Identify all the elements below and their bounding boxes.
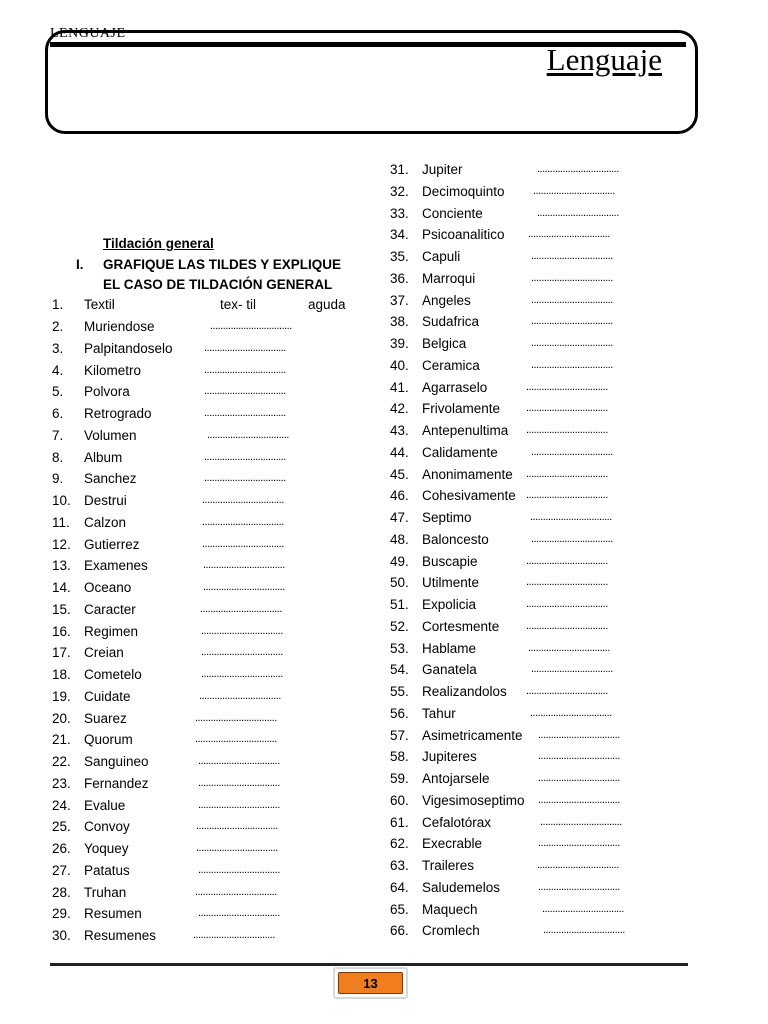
answer-blank: ................................ [204,407,286,419]
list-item [390,728,690,749]
item-word: Oceano [84,580,132,595]
list-item [390,162,690,183]
item-word: Saludemelos [422,879,501,895]
list-item [390,597,690,618]
item-number: 26. [52,841,71,856]
item-word: Antojarsele [422,771,490,786]
list-item [390,401,690,422]
answer-blank: ................................ [531,358,613,371]
item-number: 45. [390,466,409,482]
item-word: Cefalotórax [422,814,492,830]
item-word: Patatus [84,862,130,878]
item-word: Creian [84,645,124,661]
list-item [390,336,690,357]
item-word: Convoy [84,819,130,835]
item-word: Fernandez [84,775,149,791]
answer-blank: ................................ [528,641,610,654]
answer-blank: ................................ [204,472,286,485]
item-word: Tahur [422,705,456,721]
item-word: Muriendose [84,319,155,334]
list-item [390,206,690,227]
list-item [390,771,690,792]
item-number: 53. [390,640,409,656]
list-item [390,271,690,292]
item-number: 38. [390,314,409,330]
list-item [390,902,690,923]
item-word: Decimoquinto [422,183,505,199]
item-word: Realizandolos [422,684,507,699]
item-word: Belgica [422,336,467,351]
section-title: Tildación general [103,236,214,251]
item-word: Truhan [84,884,127,900]
answer-blank: ................................ [531,315,613,328]
list-item [52,645,352,666]
list-item [390,532,690,553]
item-word: Sanchez [84,471,137,487]
item-number: 16. [52,623,71,639]
answer-blank: ................................ [526,489,608,502]
item-number: 37. [390,292,409,308]
item-number: 20. [52,710,71,726]
list-item [52,319,352,340]
list-item [52,798,352,819]
item-word: Caracter [84,601,136,617]
item-number: 10. [52,493,71,508]
answer-blank: ................................ [537,206,619,219]
answer-blank: ................................ [201,646,283,659]
list-item [52,450,352,471]
answer-blank: ................................ [530,706,612,719]
list-item [390,575,690,596]
item-word: Cromlech [422,923,480,939]
answer-blank: ................................ [538,750,620,763]
item-word: Textil [84,297,115,312]
example-row [52,297,352,318]
item-number: 36. [390,270,409,286]
item-number: 43. [390,423,409,438]
item-number: 14. [52,580,71,595]
list-item [52,580,352,601]
answer-blank: ................................ [526,424,608,436]
list-item [52,841,352,862]
item-word: Cometelo [84,667,142,682]
item-number: 28. [52,884,71,900]
list-item [390,358,690,379]
list-item [390,749,690,770]
list-item [390,380,690,401]
answer-blank: ................................ [204,341,286,354]
list-item [52,906,352,927]
item-word: Resumenes [84,928,157,943]
item-number: 49. [390,553,409,569]
item-number: 27. [52,862,71,878]
list-item [52,537,352,558]
item-number: 33. [390,205,409,221]
answer-blank: ................................ [526,619,608,632]
item-word: Sanguineo [84,754,149,769]
item-number: 8. [52,449,64,465]
list-item [390,554,690,575]
item-word: Maquech [422,901,478,917]
item-number: 12. [52,536,71,552]
item-number: 58. [390,749,409,765]
item-number: 30. [52,928,71,943]
list-item [52,363,352,384]
item-word: Marroqui [422,270,476,286]
answer-blank: ................................ [531,271,613,284]
item-number: 1. [52,297,64,312]
item-word: Calidamente [422,444,498,460]
header-big-title: Lenguaje [546,42,662,77]
item-number: 41. [390,379,409,395]
item-word: Utilmente [422,575,480,591]
item-number: 21. [52,732,71,748]
item-number: 57. [390,727,409,743]
answer-blank: ................................ [204,450,286,463]
item-number: 25. [52,819,71,835]
item-number: 39. [390,336,409,351]
item-number: 50. [390,575,409,591]
answer-blank: ................................ [200,602,282,615]
item-number: 44. [390,444,409,460]
list-item [52,863,352,884]
list-item [52,341,352,362]
answer-blank: ................................ [198,863,280,876]
answer-blank: ................................ [526,402,608,415]
item-number: 51. [390,597,409,612]
item-number: 6. [52,406,64,421]
answer-blank: ................................ [526,554,608,567]
list-item [52,819,352,840]
item-number: 35. [390,249,409,264]
answer-blank: ................................ [526,467,608,480]
item-number: 31. [390,162,409,177]
item-word: Antepenultima [422,423,509,438]
item-number: 56. [390,705,409,721]
item-word: Anonimamente [422,466,513,482]
item-number: 18. [52,667,71,682]
list-item [390,467,690,488]
answer-blank: ................................ [204,385,286,398]
list-item [52,558,352,579]
item-word: Ganatela [422,662,477,678]
item-number: 7. [52,427,64,443]
instruction-number: I. [76,257,84,272]
answer-blank: ................................ [201,668,283,680]
list-item [390,510,690,531]
answer-blank: ................................ [202,494,284,506]
item-number: 47. [390,510,409,525]
item-word: Agarraselo [422,379,488,395]
item-number: 66. [390,923,409,939]
list-item [52,428,352,449]
item-number: 3. [52,340,64,356]
item-word: Cuidate [84,688,131,704]
answer-blank: ................................ [526,380,608,393]
item-word: Sudafrica [422,314,480,330]
item-word: Capuli [422,249,461,264]
item-number: 29. [52,906,71,922]
item-word: Calzon [84,514,127,530]
item-number: 46. [390,488,409,504]
item-number: 17. [52,645,71,661]
item-word: Palpitandoselo [84,340,173,356]
item-word: Execrable [422,836,483,852]
answer-blank: ................................ [542,902,624,915]
item-number: 64. [390,879,409,895]
item-number: 34. [390,227,409,243]
item-word: Kilometro [84,362,142,378]
item-word: Ceramica [422,357,480,373]
answer-blank: ................................ [193,929,275,941]
answer-blank: ................................ [195,885,277,898]
answer-blank: ................................ [207,428,289,441]
page-number-badge [333,967,408,999]
item-word: Regimen [84,623,139,639]
list-item [390,249,690,270]
answer-blank: ................................ [526,598,608,610]
answer-blank: ................................ [537,163,619,175]
item-word: Buscapie [422,553,478,569]
answer-blank: ................................ [201,624,283,637]
item-number: 22. [52,754,71,769]
list-item [52,885,352,906]
item-word: Baloncesto [422,531,489,547]
answer-blank: ................................ [531,293,613,306]
item-word: Quorum [84,732,133,748]
answer-blank: ................................ [199,689,281,702]
item-number: 24. [52,797,71,813]
answer-blank: ................................ [195,733,277,746]
item-word: Cohesivamente [422,488,516,504]
example-split: tex- til [220,297,257,312]
list-item [390,923,690,944]
answer-blank: ................................ [538,728,620,741]
answer-blank: ................................ [203,581,285,593]
item-word: Jupiter [422,162,463,177]
answer-blank: ................................ [531,663,613,676]
answer-blank: ................................ [531,337,613,349]
list-item [390,293,690,314]
item-word: Yoquey [84,841,129,856]
item-number: 11. [52,514,70,530]
item-number: 54. [390,662,409,678]
item-word: Hablame [422,640,477,656]
list-item [52,515,352,536]
list-item [390,880,690,901]
item-word: Angeles [422,292,471,308]
item-word: Expolicia [422,597,477,612]
item-word: Suarez [84,710,127,726]
item-number: 5. [52,384,64,400]
item-word: Vigesimoseptimo [422,792,525,808]
item-word: Psicoanalitico [422,227,505,243]
list-item [390,641,690,662]
item-word: Traileres [422,858,475,873]
answer-blank: ................................ [537,859,619,871]
list-item [52,602,352,623]
example-type: aguda [308,297,346,312]
item-word: Cortesmente [422,618,500,634]
instruction-line-1: GRAFIQUE LAS TILDES Y EXPLIQUE [103,257,342,272]
item-number: 13. [52,558,71,574]
list-item [52,493,352,514]
answer-blank: ................................ [198,755,280,767]
list-item [52,667,352,688]
item-number: 9. [52,471,64,487]
answer-blank: ................................ [198,776,280,789]
list-item [390,858,690,879]
item-number: 15. [52,601,71,617]
answer-blank: ................................ [530,511,612,523]
item-number: 60. [390,792,409,808]
item-word: Destrui [84,493,127,508]
item-number: 62. [390,836,409,852]
item-number: 19. [52,688,71,704]
answer-blank: ................................ [198,907,280,920]
item-number: 32. [390,183,409,199]
list-item [52,624,352,645]
answer-blank: ................................ [533,184,615,197]
answer-blank: ................................ [196,820,278,833]
list-item [52,776,352,797]
answer-blank: ................................ [540,815,622,828]
answer-blank: ................................ [538,793,620,806]
item-number: 59. [390,771,409,786]
answer-blank: ................................ [526,576,608,589]
answer-blank: ................................ [196,842,278,854]
list-item [52,928,352,949]
list-item [52,711,352,732]
answer-blank: ................................ [531,250,613,262]
item-number: 65. [390,901,409,917]
item-word: Frivolamente [422,401,501,417]
item-word: Conciente [422,205,483,221]
answer-blank: ................................ [538,837,620,850]
item-word: Septimo [422,510,472,525]
answer-blank: ................................ [195,711,277,724]
answer-blank: ................................ [538,772,620,784]
list-item [390,815,690,836]
list-item [52,384,352,405]
item-number: 48. [390,531,409,547]
list-item [390,662,690,683]
item-word: Album [84,449,123,465]
item-number: 40. [390,357,409,373]
item-number: 52. [390,618,409,634]
list-item [390,488,690,509]
list-item [52,406,352,427]
list-item [390,684,690,705]
list-item [390,184,690,205]
list-item [52,754,352,775]
item-number: 23. [52,775,71,791]
list-item [390,423,690,444]
item-word: Gutierrez [84,536,140,552]
list-item [390,793,690,814]
instruction-line-2: EL CASO DE TILDACIÓN GENERAL [103,277,333,292]
footer-rule [50,963,688,966]
list-item [390,445,690,466]
list-item [390,227,690,248]
item-word: Examenes [84,558,148,574]
list-item [52,471,352,492]
list-item [390,619,690,640]
list-item [390,836,690,857]
answer-blank: ................................ [538,880,620,893]
item-word: Retrogrado [84,406,152,421]
item-number: 61. [390,814,409,830]
list-item [52,689,352,710]
header-small-title: LENGUAJE [50,26,126,41]
item-number: 4. [52,362,64,378]
answer-blank: ................................ [528,228,610,241]
item-number: 63. [390,858,409,873]
list-item [52,732,352,753]
item-number: 2. [52,319,64,334]
answer-blank: ................................ [543,924,625,937]
answer-blank: ................................ [204,363,286,376]
list-item [390,706,690,727]
item-word: Evalue [84,797,126,813]
answer-blank: ................................ [198,798,280,811]
answer-blank: ................................ [210,320,292,332]
answer-blank: ................................ [531,532,613,545]
page-number: 13 [338,972,403,994]
answer-blank: ................................ [203,559,285,572]
item-number: 55. [390,684,409,699]
answer-blank: ................................ [202,537,284,550]
answer-blank: ................................ [202,515,284,528]
item-word: Resumen [84,906,142,922]
item-word: Asimetricamente [422,727,523,743]
answer-blank: ................................ [526,685,608,697]
item-word: Jupiteres [422,749,477,765]
item-number: 42. [390,401,409,417]
answer-blank: ................................ [531,445,613,458]
list-item [390,314,690,335]
item-word: Polvora [84,384,130,400]
item-word: Volumen [84,427,137,443]
